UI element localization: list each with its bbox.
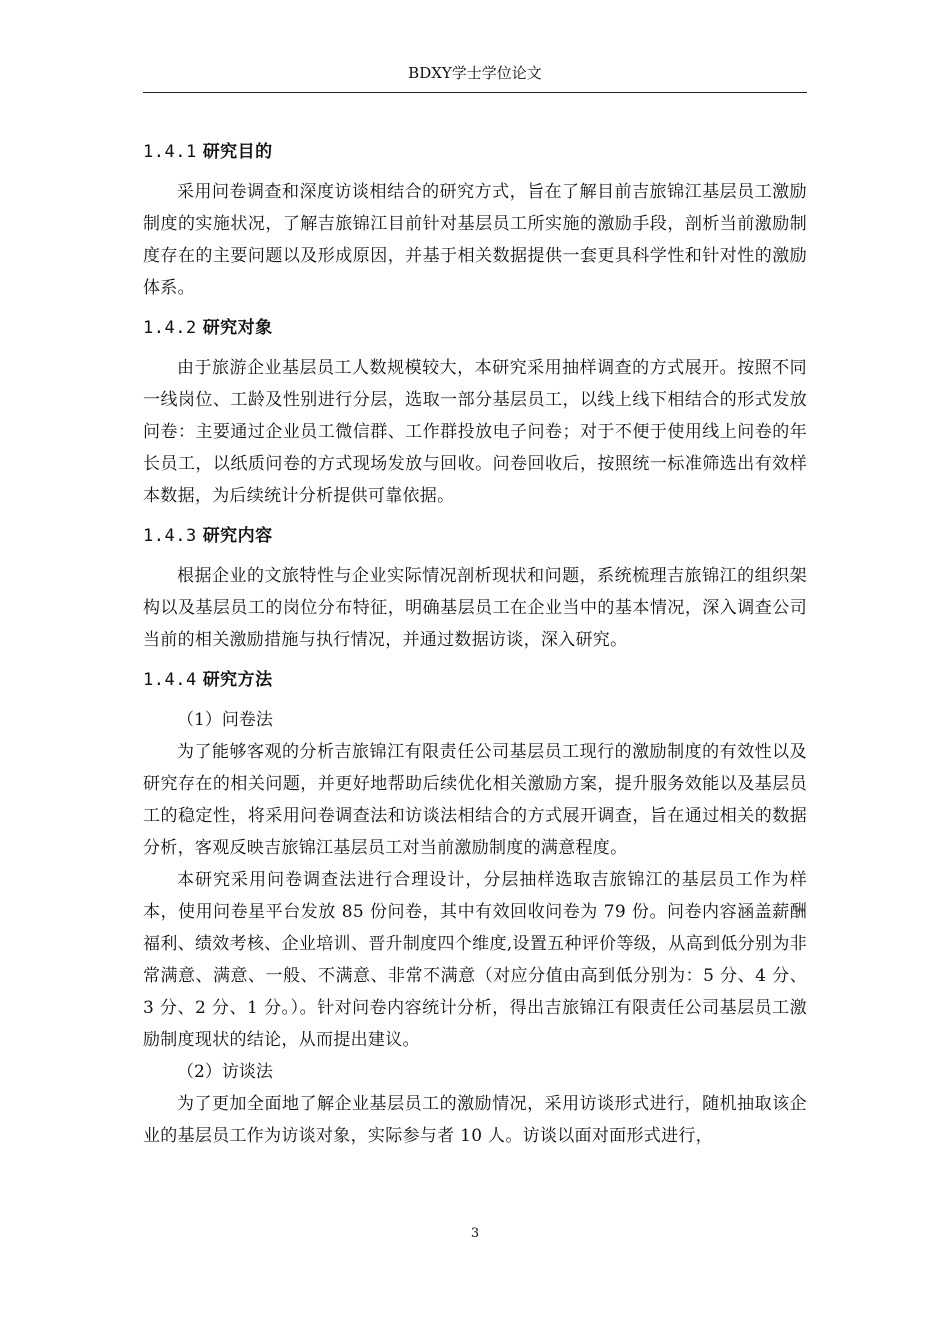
section-heading [143, 312, 807, 344]
section-number: 1.4.2 [143, 318, 197, 338]
subsection-label-questionnaire: （1）问卷法 [177, 710, 273, 730]
paragraph: 根据企业的文旅特性与企业实际情况剖析现状和问题，系统梳理吉旅锦江的组织架构以及基层员工的岗位分布特征，明确基层员工在企业当中的基本情况，深入调查公司当前的相关激励措施与执行情况，并通过数据访谈，深入研究。 [143, 566, 807, 650]
section-heading [143, 136, 807, 168]
header-rule [143, 92, 807, 93]
section-title: 研究方法 [202, 670, 273, 690]
section-1-4-3 [143, 520, 807, 656]
section-heading [143, 664, 807, 696]
section-number: 1.4.1 [143, 142, 197, 162]
section-number: 1.4.3 [143, 526, 197, 546]
paragraph: 由于旅游企业基层员工人数规模较大，本研究采用抽样调查的方式展开。按照不同一线岗位、工龄及性别进行分层，选取一部分基层员工，以线上线下相结合的形式发放问卷：主要通过企业员工微信群、工作群投放电子问卷；对于不便于使用线上问卷的年长员工，以纸质问卷的方式现场发放与回收。问卷回收后，按照统一标准筛选出有效样本数据，为后续统计分析提供可靠依据。 [143, 358, 807, 506]
paragraph: 本研究采用问卷调查法进行合理设计，分层抽样选取吉旅锦江的基层员工作为样本，使用问卷星平台发放 85 份问卷，其中有效回收问卷为 79 份。问卷内容涵盖薪酬福利、绩效考核、企业培训、晋升制度四个维度,设置五种评价等级，从高到低分别为非常满意、满意、一般、不满意、非常不满意（对应分值由高到低分别为：5 分、4 分、3 分、2 分、1 分。）。针对问卷内容统计分析，得出吉旅锦江有限责任公司基层员工激励制度现状的结论，从而提出建议。 [143, 870, 807, 1050]
section-title: 研究对象 [202, 318, 273, 338]
section-1-4-4 [143, 664, 807, 1152]
page-body [143, 136, 807, 1156]
section-number: 1.4.4 [143, 670, 197, 690]
section-1-4-2 [143, 312, 807, 512]
paragraph: 为了更加全面地了解企业基层员工的激励情况，采用访谈形式进行，随机抽取该企业的基层员工作为访谈对象，实际参与者 10 人。访谈以面对面形式进行， [143, 1094, 807, 1146]
paragraph: 为了能够客观的分析吉旅锦江有限责任公司基层员工现行的激励制度的有效性以及研究存在的相关问题，并更好地帮助后续优化相关激励方案，提升服务效能以及基层员工的稳定性，将采用问卷调查法和访谈法相结合的方式展开调查，旨在通过相关的数据分析，客观反映吉旅锦江基层员工对当前激励制度的满意程度。 [143, 742, 807, 858]
running-header: BDXY学士学位论文 [408, 64, 542, 82]
section-1-4-1 [143, 136, 807, 304]
section-title: 研究目的 [202, 142, 273, 162]
page-number: 3 [470, 1226, 480, 1241]
section-heading [143, 520, 807, 552]
subsection-label-interview: （2）访谈法 [177, 1062, 273, 1082]
paragraph: 采用问卷调查和深度访谈相结合的研究方式，旨在了解目前吉旅锦江基层员工激励制度的实施状况，了解吉旅锦江目前针对基层员工所实施的激励手段，剖析当前激励制度存在的主要问题以及形成原因，并基于相关数据提供一套更具科学性和针对性的激励体系。 [143, 182, 807, 298]
section-title: 研究内容 [202, 526, 273, 546]
